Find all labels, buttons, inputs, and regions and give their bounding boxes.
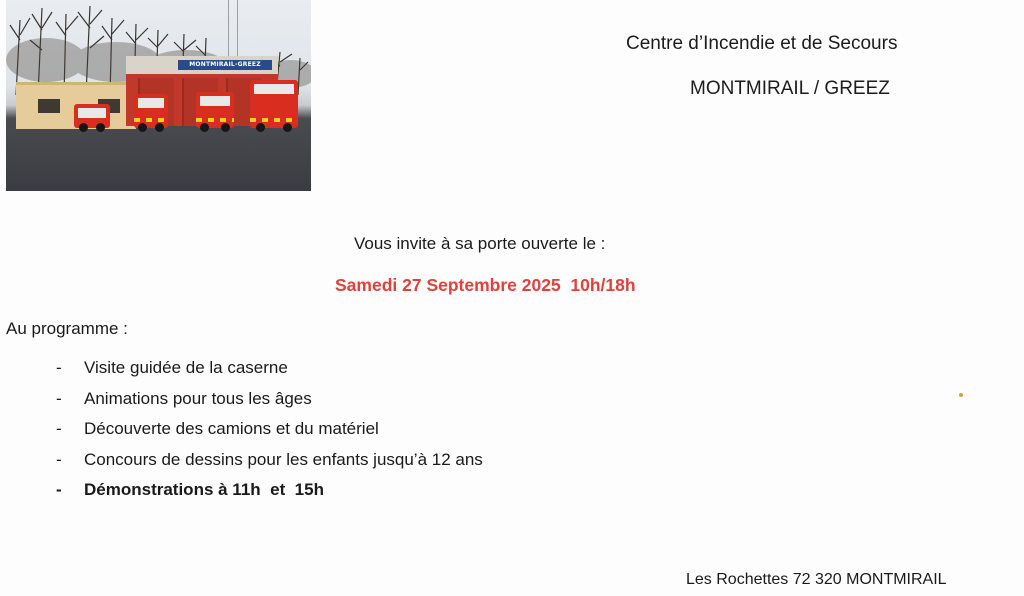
program-item <box>56 358 288 389</box>
program-list <box>56 358 483 511</box>
program-item <box>56 388 312 420</box>
truck-wheel <box>155 123 164 132</box>
event-date: Samedi 27 Septembre 2025 10h/18h <box>335 275 636 295</box>
station-sign: MONTMIRAIL-GREEZ <box>178 60 272 70</box>
fire-van <box>74 104 110 128</box>
fire-engine <box>250 80 298 128</box>
list-dash: - <box>56 358 62 377</box>
scan-speck <box>959 393 963 397</box>
list-dash: - <box>56 388 62 408</box>
truck-wheel <box>256 123 265 132</box>
truck-wheel <box>200 123 209 132</box>
truck-wheel <box>221 123 230 132</box>
program-item-highlight <box>56 480 324 511</box>
list-dash: - <box>56 449 62 469</box>
program-item <box>56 449 483 481</box>
footer-address: Les Rochettes 72 320 MONTMIRAIL <box>686 571 947 588</box>
program-item-label: Démonstrations à 11h et 15h <box>84 480 324 499</box>
program-item-label: Découverte des camions et du matériel <box>84 419 379 438</box>
truck-wheel <box>283 123 292 132</box>
station-facade <box>126 56 278 74</box>
program-item-label: Concours de dessins pour les enfants jusqu’à 12 ans <box>84 449 483 469</box>
fire-truck <box>196 92 234 128</box>
program-item <box>56 419 379 450</box>
program-title: Au programme : <box>6 319 128 338</box>
truck-wheel <box>79 123 88 132</box>
fire-truck <box>134 94 168 128</box>
organization-location: MONTMIRAIL / GREEZ <box>690 78 890 99</box>
truck-wheel <box>96 123 105 132</box>
invitation-text: Vous invite à sa porte ouverte le : <box>354 234 606 253</box>
antenna-pylon <box>228 0 238 58</box>
organization-name: Centre d’Incendie et de Secours <box>626 33 898 54</box>
program-item-label: Visite guidée de la caserne <box>84 358 288 377</box>
truck-stripe <box>250 118 298 122</box>
truck-wheel <box>138 123 147 132</box>
truck-windshield <box>138 98 164 108</box>
truck-windshield <box>78 108 106 118</box>
annex-window <box>38 99 60 113</box>
list-dash: - <box>56 419 62 438</box>
truck-windshield <box>254 84 294 94</box>
list-dash: - <box>56 480 62 499</box>
program-item-label: Animations pour tous les âges <box>84 388 312 408</box>
fire-station-photo <box>6 0 311 191</box>
truck-stripe <box>134 118 168 122</box>
truck-stripe <box>196 118 234 122</box>
truck-windshield <box>200 96 230 106</box>
